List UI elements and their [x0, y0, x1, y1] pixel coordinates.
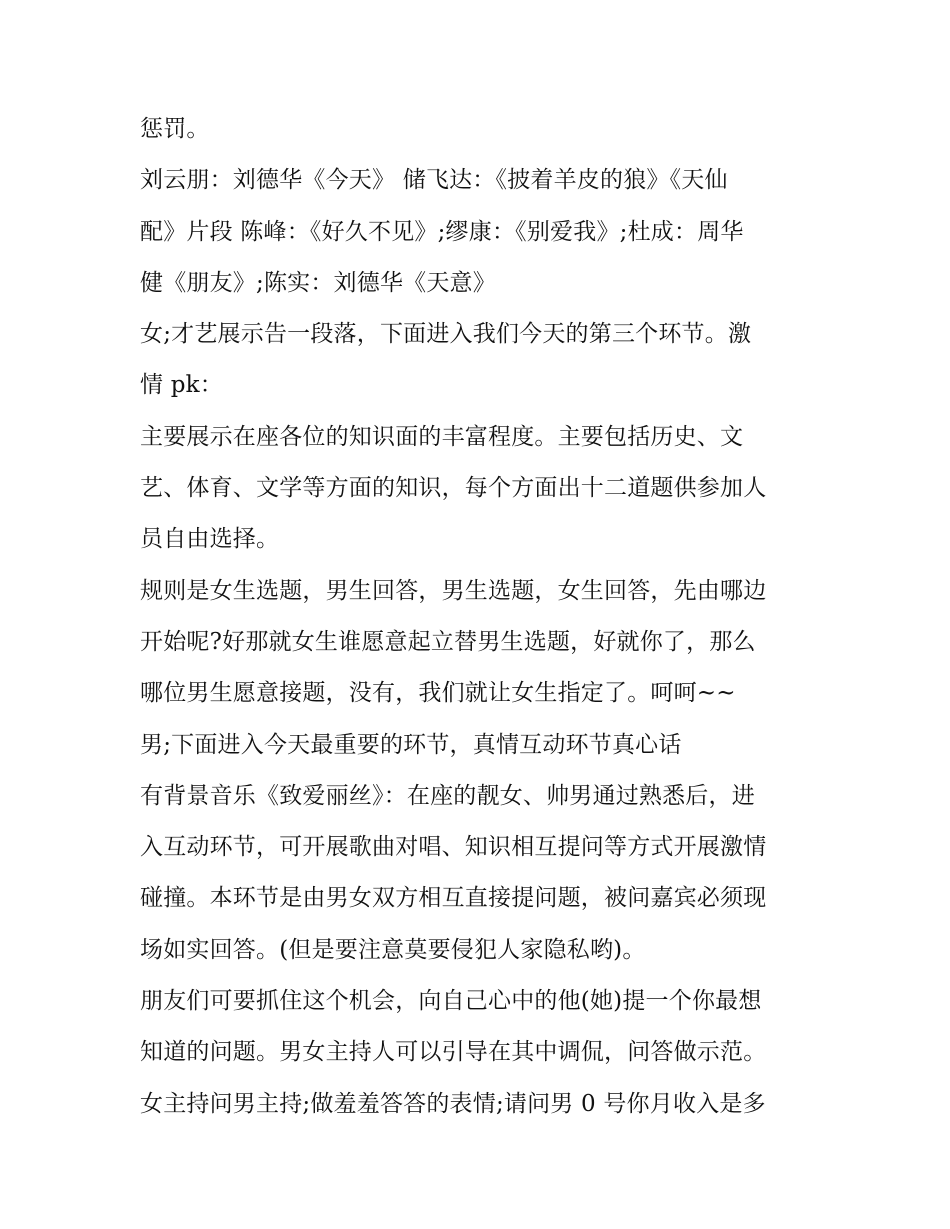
text-line: 场如实回答。(但是要注意莫要侵犯人家隐私哟)。: [140, 936, 646, 963]
text-line: 碰撞。本环节是由男女双方相互直接提问题，被问嘉宾必须现: [140, 885, 767, 912]
text-line: 入互动环节，可开展歌曲对唱、知识相互提问等方式开展激情: [140, 834, 767, 861]
text-line: 开始呢?好那就女生谁愿意起立替男生选题，好就你了，那么: [140, 628, 756, 655]
text-line: 艺、体育、文学等方面的知识，每个方面出十二道题供参加人: [140, 475, 767, 502]
text-line: 主要展示在座各位的知识面的丰富程度。主要包括历史、文: [140, 423, 744, 450]
document-body: [140, 104, 820, 1130]
text-line: 有背景音乐《致爱丽丝》：在座的靓女、帅男通过熟悉后，进: [140, 782, 755, 809]
text-line: 女主持问男主持;做羞羞答答的表情;请问男 0 号你月收入是多: [140, 1090, 766, 1117]
text-line: 知道的问题。男女主持人可以引导在其中调侃，问答做示范。: [140, 1039, 767, 1066]
text-line: 女;才艺展示告一段落，下面进入我们今天的第三个环节。激: [140, 321, 752, 348]
text-line: 哪位男生愿意接题，没有，我们就让女生指定了。呵呵~~: [140, 680, 736, 707]
text-line: 规则是女生选题，男生回答，男生选题，女生回答，先由哪边: [140, 577, 767, 604]
text-line: 刘云朋：刘德华《今天》 储飞达：《披着羊皮的狼》《天仙: [140, 167, 728, 194]
text-line: 配》片段 陈峰：《好久不见》;缪康：《别爱我》;杜成：周华: [140, 218, 744, 245]
text-line: 情 pk：: [140, 372, 223, 399]
text-line: 男;下面进入今天最重要的环节，真情互动环节真心话: [140, 731, 682, 758]
text-line: 员自由选择。: [140, 526, 280, 553]
text-line: 朋友们可要抓住这个机会，向自己心中的他(她)提一个你最想: [140, 988, 762, 1015]
text-line: 惩罚。: [140, 116, 210, 142]
text-line: 健《朋友》;陈实：刘德华《天意》: [140, 269, 496, 296]
